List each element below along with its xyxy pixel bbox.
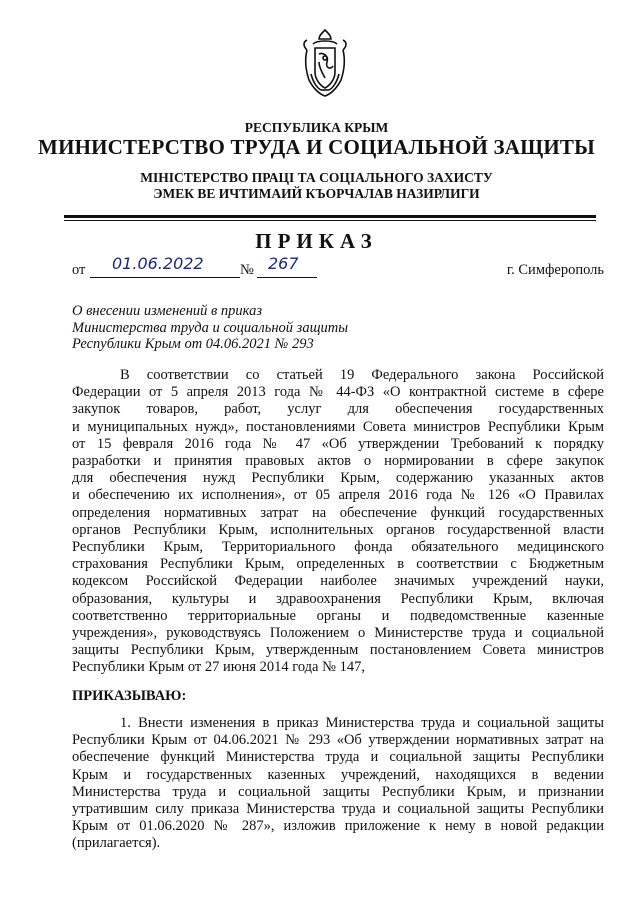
city: г. Симферополь — [506, 262, 604, 278]
paragraph-line: (прилагается). — [72, 835, 161, 852]
paragraph-line: Крым и государственных казенных учреждений, находящихся в ведении — [72, 766, 604, 783]
paragraph-line: Федерации от 5 апреля 2013 года № 44-ФЗ «О контрактной системе в сфере — [72, 384, 604, 401]
number-underline — [257, 277, 317, 278]
order-item-1 — [72, 715, 604, 853]
order-date-line — [72, 254, 604, 282]
paragraph-line: и муниципальных нужд», постановлениями Совета министров Республики Крым — [72, 418, 604, 435]
preamble-paragraph — [72, 367, 604, 677]
paragraph-line: Республики Крым от 27 июня 2014 года № 147, — [72, 659, 365, 676]
paragraph-line: Крым от 01.06.2020 № 287», изложив приложение к нему в новой редакции — [72, 818, 604, 835]
date-underline — [90, 277, 240, 278]
subject-line: О внесении изменений в приказ — [72, 303, 263, 319]
decree-word: ПРИКАЗЫВАЮ: — [72, 688, 187, 704]
paragraph-line: В соответствии со статьей 19 Федерального закона Российской — [120, 367, 604, 383]
paragraph-line: разработки и принятия правовых актов о нормировании в сфере закупок — [72, 453, 604, 470]
paragraph-line: для обеспечения нужд Республики Крым, содержанию указанных актов — [72, 470, 604, 487]
subject-line: Республики Крым от 04.06.2021 № 293 — [72, 336, 314, 352]
header-rule-thick — [64, 215, 596, 218]
document-title: ПРИКАЗ — [255, 229, 378, 253]
paragraph-line: страхования Республики Крым, определенных в соответствии с Бюджетным — [72, 556, 604, 573]
paragraph-line: 1. Внести изменения в приказ Министерства труда и социальной защиты — [120, 715, 604, 731]
paragraph-line: образования, культуры и здравоохранения Республики Крым, включая — [72, 590, 604, 607]
header-rule-thin — [64, 220, 596, 221]
paragraph-line: защиты Республики Крым, утвержденным постановлением Совета министров — [72, 642, 604, 659]
ministry-name-crimean-tatar: ЭМЕК ВЕ ИЧТИМАИЙ КЪОРЧАЛАВ НАЗИРЛИГИ — [153, 186, 480, 201]
order-subject — [72, 303, 372, 353]
paragraph-line: органов Республики Крым, исполнительных органов государственной власти — [72, 521, 604, 538]
order-number: 267 — [268, 254, 299, 273]
republic-name: РЕСПУБЛИКА КРЫМ — [244, 120, 389, 135]
paragraph-line: Республики Крым, Территориального фонда обязательного медицинского — [72, 539, 604, 556]
order-date: 01.06.2022 — [112, 254, 204, 273]
date-label: от — [72, 262, 86, 278]
paragraph-line: соответственно территориальные органы и подведомственные казенные — [72, 607, 604, 624]
paragraph-line: кодексом Российской Федерации наиболее значимых учреждений науки, — [72, 573, 604, 590]
ministry-name: МИНИСТЕРСТВО ТРУДА И СОЦИАЛЬНОЙ ЗАЩИТЫ — [38, 135, 595, 159]
paragraph-line: определения нормативных затрат на обеспечение функций государственных — [72, 504, 604, 521]
paragraph-line: Министерства труда и социальной защиты Республики Крым, и признании — [72, 783, 604, 800]
coat-of-arms-icon — [301, 28, 349, 98]
paragraph-line: закупок товаров, работ, услуг для обеспечения государственных — [72, 401, 604, 418]
paragraph-line: и обеспечению их исполнения», от 05 апреля 2016 года № 126 «О Правилах — [72, 487, 604, 504]
paragraph-line: утратившим силу приказа Министерства труда и социальной защиты Республики — [72, 801, 604, 818]
ministry-name-ukrainian: МІНІСТЕРСТВО ПРАЦІ ТА СОЦІАЛЬНОГО ЗАХИСТУ — [140, 170, 493, 185]
paragraph-line: учреждения», руководствуясь Положением о Министерстве труда и социальной — [72, 625, 604, 642]
paragraph-line: Республики Крым от 04.06.2021 № 293 «Об утверждении нормативных затрат на — [72, 732, 604, 749]
number-label: № — [240, 262, 254, 278]
paragraph-line: от 15 февраля 2016 года № 47 «Об утверждении Требований к порядку — [72, 435, 604, 452]
subject-line: Министерства труда и социальной защиты — [72, 319, 349, 336]
paragraph-line: обеспечение функций Министерства труда и социальной защиты Республики — [72, 749, 604, 766]
